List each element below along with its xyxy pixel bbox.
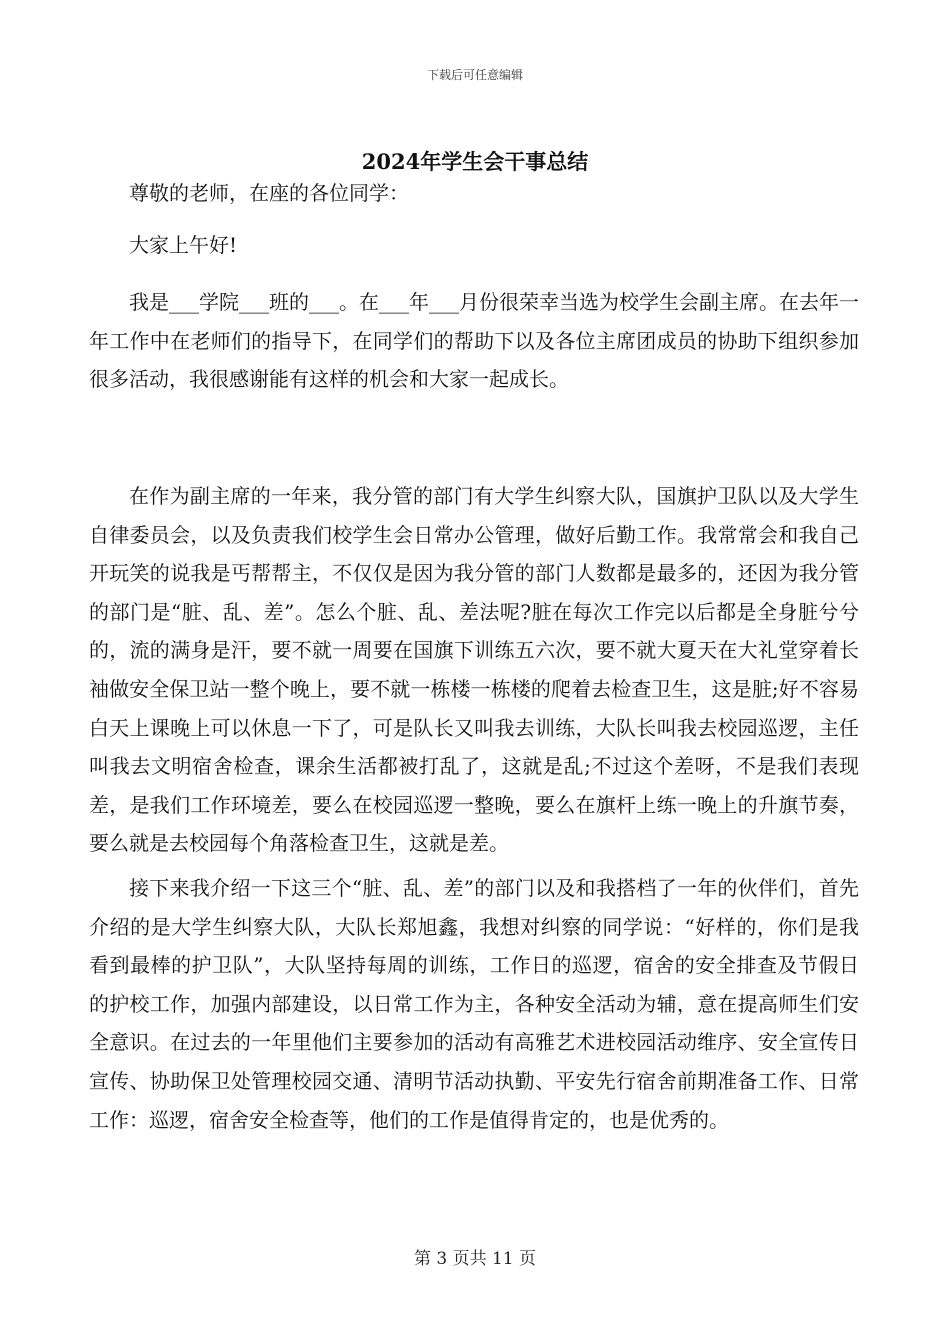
body-paragraph: 在作为副主席的一年来，我分管的部门有大学生纠察大队，国旗护卫队以及大学生自律委员会，以及负责我们校学生会日常办公管理，做好后勤工作。我常常会和我自己开玩笑的说我是丐帮帮主，不仅仅是因为我分管的部门人数都是最多的，还因为我分管的部门是“脏、乱、差”。怎么个脏、乱、差法呢?脏在每次工作完以后都是全身脏兮兮的，流的满身是汗，要不就一周要在国旗下训练五六次，要不就大夏天在大礼堂穿着长袖做安全保卫站一整个晚上，要不就一栋楼一栋楼的爬着去检查卫生，这是脏;好不容易白天上课晚上可以休息一下了，可是队长又叫我去训练，大队长叫我去校园巡逻，主任叫我去文明宿舍检查，课余生活都被打乱了，这就是乱;不过这个差呀，不是我们表现差，是我们工作环境差，要么在校园巡逻一整晚，要么在旗杆上练一晚上的升旗节奏，要么就是去校园每个角落检查卫生，这就是差。 <box>89 484 859 856</box>
page-number: 第 3 页共 11 页 <box>413 1249 537 1269</box>
paragraph-1-block <box>89 283 859 399</box>
page-header: 下载后可任意编辑 <box>426 68 523 82</box>
greeting: 大家上午好! <box>129 233 238 257</box>
body-paragraph: 我是___学院___班的___。在___年___月份很荣幸当选为校学生会副主席。在去年一年工作中在老师们的指导下，在同学们的帮助下以及各位主席团成员的协助下组织参加很多活动，我很感谢能有这样的机会和大家一起成长。 <box>89 290 859 392</box>
body-paragraph: 接下来我介绍一下这三个“脏、乱、差”的部门以及和我搭档了一年的伙伴们，首先介绍的是大学生纠察大队，大队长郑旭鑫，我想对纠察的同学说：“好样的，你们是我看到最棒的护卫队”，大队坚持每周的训练，工作日的巡逻，宿舍的安全排查及节假日的护校工作，加强内部建设，以日常工作为主，各种安全活动为辅，意在提高师生们安全意识。在过去的一年里他们主要参加的活动有高雅艺术进校园活动维序、安全宣传日宣传、协助保卫处管理校园交通、清明节活动执勤、平安先行宿舍前期准备工作、日常工作：巡逻，宿舍安全检查等，他们的工作是值得肯定的，也是优秀的。 <box>89 876 859 1132</box>
salutation: 尊敬的老师，在座的各位同学： <box>129 181 409 205</box>
paragraph-2-block <box>89 477 859 863</box>
paragraph-3-block <box>89 869 859 1139</box>
document-title: 2024年学生会干事总结 <box>361 149 589 174</box>
